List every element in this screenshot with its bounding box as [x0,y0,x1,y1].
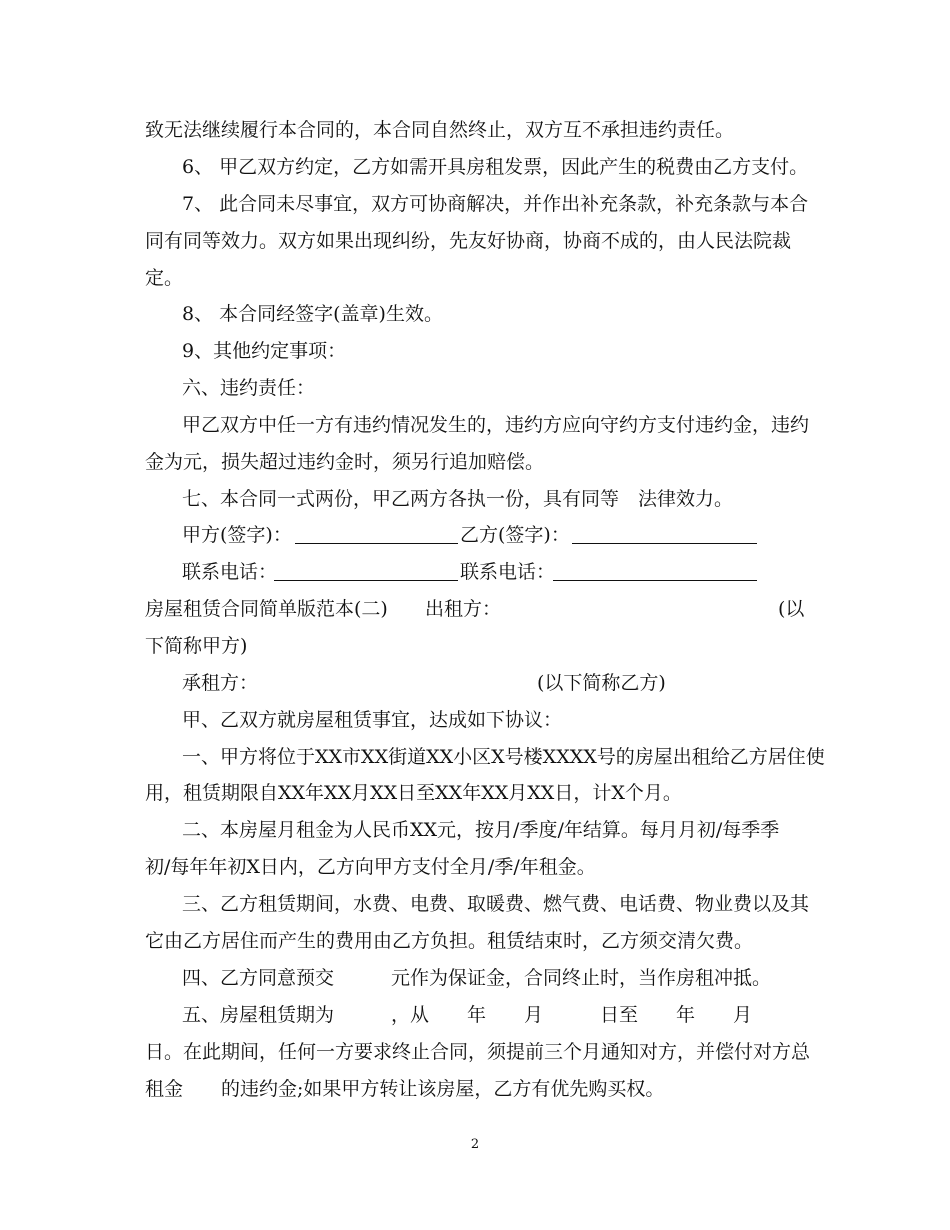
paragraph-line: 初/每年年初X日内，乙方向甲方支付全月/季/年租金。 [145,856,596,878]
sign-party-a-label: 甲方(签字)： [182,524,292,546]
paragraph-line: 定。 [145,267,184,289]
term-1: 一、甲方将位于XX市XX街道XX小区X号楼XXXX号的房屋出租给乙方居住使 [182,746,825,768]
phone-b-blank [553,560,757,581]
paragraph-line: 它由乙方居住而产生的费用由乙方负担。租赁结束时，乙方须交清欠费。 [145,930,754,952]
lessee-hint: (以下简称乙方) [537,672,666,694]
section-heading: 六、违约责任： [182,377,316,399]
page-number: 2 [470,1137,480,1152]
clause-8: 8、 本合同经签字(盖章)生效。 [182,303,443,325]
paragraph-line: 同有同等效力。双方如果出现纠纷，先友好协商，协商不成的，由人民法院裁 [145,230,792,252]
clause-9: 9、其他约定事项： [182,340,347,362]
sign-party-b-label: 乙方(签字)： [460,524,570,546]
contract-version-title: 房屋租赁合同简单版范本(二) [145,598,388,620]
paragraph-line: 七、本合同一式两份，甲乙两方各执一份，具有同等 法律效力。 [182,488,734,510]
paragraph-line: 甲乙双方中任一方有违约情况发生的，违约方应向守约方支付违约金，违约 [182,414,810,436]
phone-a-blank [274,560,458,581]
lessor-label: 出租方： [425,598,502,620]
paragraph-line: 租金 的违约金;如果甲方转让该房屋，乙方有优先购买权。 [145,1078,665,1100]
term-5: 五、房屋租赁期为 ，从 年 月 日至 年 月 [182,1004,753,1026]
clause-7: 7、 此合同未尽事宜，双方可协商解决，并作出补充条款，补充条款与本合 [182,193,809,215]
term-4: 四、乙方同意预交 元作为保证金，合同终止时，当作房租冲抵。 [182,967,772,989]
sign-party-b-blank [572,523,757,544]
paragraph-line: 金为元，损失超过违约金时，须另行追加赔偿。 [145,451,545,473]
paragraph-line: 日。在此期间，任何一方要求终止合同，须提前三个月通知对方，并偿付对方总 [145,1041,811,1063]
phone-a-label: 联系电话： [182,561,278,583]
term-3: 三、乙方租赁期间，水费、电费、取暖费、燃气费、电话费、物业费以及其 [182,893,810,915]
clause-6: 6、 甲乙双方约定，乙方如需开具房租发票，因此产生的税费由乙方支付。 [182,156,809,178]
agreement-intro: 甲、乙双方就房屋租赁事宜，达成如下协议： [182,709,563,731]
paragraph-line: 致无法继续履行本合同的，本合同自然终止，双方互不承担违约责任。 [145,119,735,141]
lessor-hint: (以 [778,598,805,620]
lessee-label: 承租方： [182,672,259,694]
lessor-hint-cont: 下简称甲方) [145,635,248,657]
term-2: 二、本房屋月租金为人民币XX元，按月/季度/年结算。每月月初/每季季 [182,819,780,841]
paragraph-line: 用，租赁期限自XX年XX月XX日至XX年XX月XX日，计X个月。 [145,782,682,804]
phone-b-label: 联系电话： [460,561,556,583]
sign-party-a-blank [295,523,458,544]
